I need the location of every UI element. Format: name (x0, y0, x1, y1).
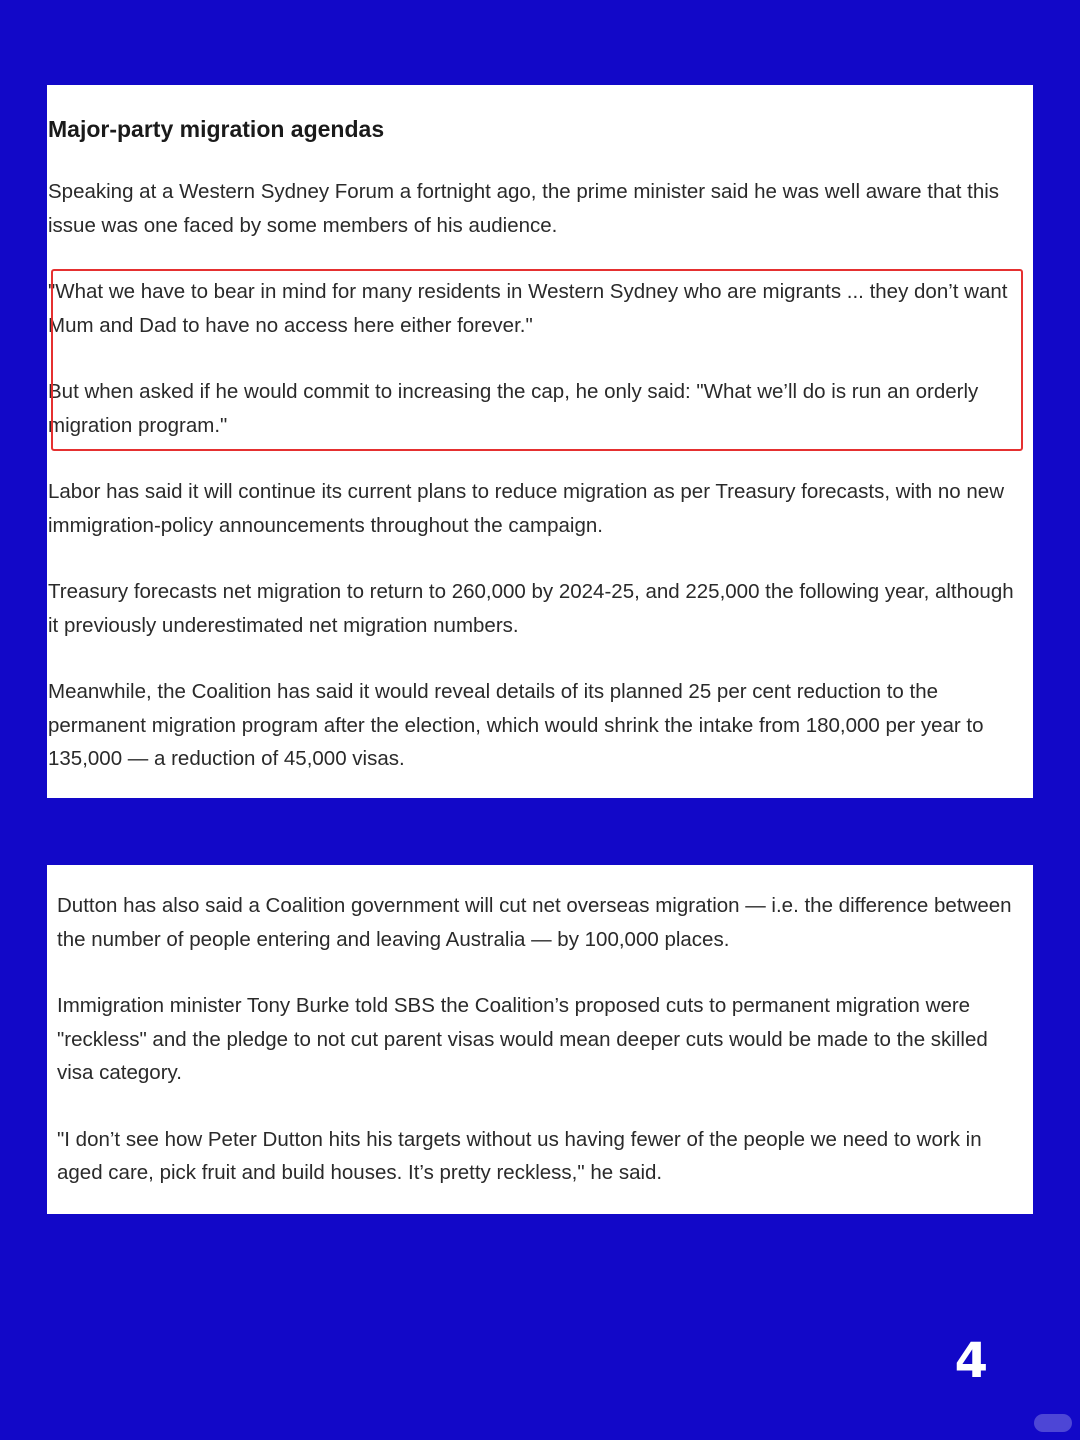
article-card-1 (47, 85, 1033, 798)
paragraph-coalition-reduction: Meanwhile, the Coalition has said it would reveal details of its planned 25 per cent reduction to the permanent migration program after the election, which would shrink the intake from 180,000 per year to 135,000 — a reduction of 45,000 visas. (48, 680, 984, 770)
section-heading: Major-party migration agendas (48, 116, 385, 142)
quote-paragraph-orderly-program: But when asked if he would commit to increasing the cap, he only said: "What we’ll do is run an orderly migration program." (48, 380, 979, 437)
article-card-2 (47, 865, 1033, 1214)
paragraph-burke-quote: "I don’t see how Peter Dutton hits his targets without us having fewer of the people we need to work in aged care, pick fruit and build houses. It’s pretty reckless," he said. (57, 1127, 982, 1184)
quote-paragraph-residents: "What we have to bear in mind for many residents in Western Sydney who are migrants ... they don’t want Mum and Dad to have no access here either forever." (48, 280, 1008, 337)
paragraph-forum: Speaking at a Western Sydney Forum a fortnight ago, the prime minister said he was well aware that this issue was one faced by some members of his audience. (48, 180, 1000, 237)
watermark-logo (1034, 1414, 1072, 1432)
paragraph-treasury-forecasts: Treasury forecasts net migration to return to 260,000 by 2024-25, and 225,000 the following year, although it previously underestimated net migration numbers. (48, 580, 1014, 637)
paragraph-dutton-cut: Dutton has also said a Coalition government will cut net overseas migration — i.e. the difference between the number of people entering and leaving Australia — by 100,000 places. (57, 894, 1012, 951)
page-number: 4 (954, 1333, 988, 1389)
paragraph-burke-reckless: Immigration minister Tony Burke told SBS the Coalition’s proposed cuts to permanent migration were "reckless" and the pledge to not cut parent visas would mean deeper cuts would be made to the skilled visa category. (57, 994, 988, 1084)
paragraph-labor-plans: Labor has said it will continue its current plans to reduce migration as per Treasury forecasts, with no new immigration-policy announcements throughout the campaign. (48, 480, 1004, 537)
